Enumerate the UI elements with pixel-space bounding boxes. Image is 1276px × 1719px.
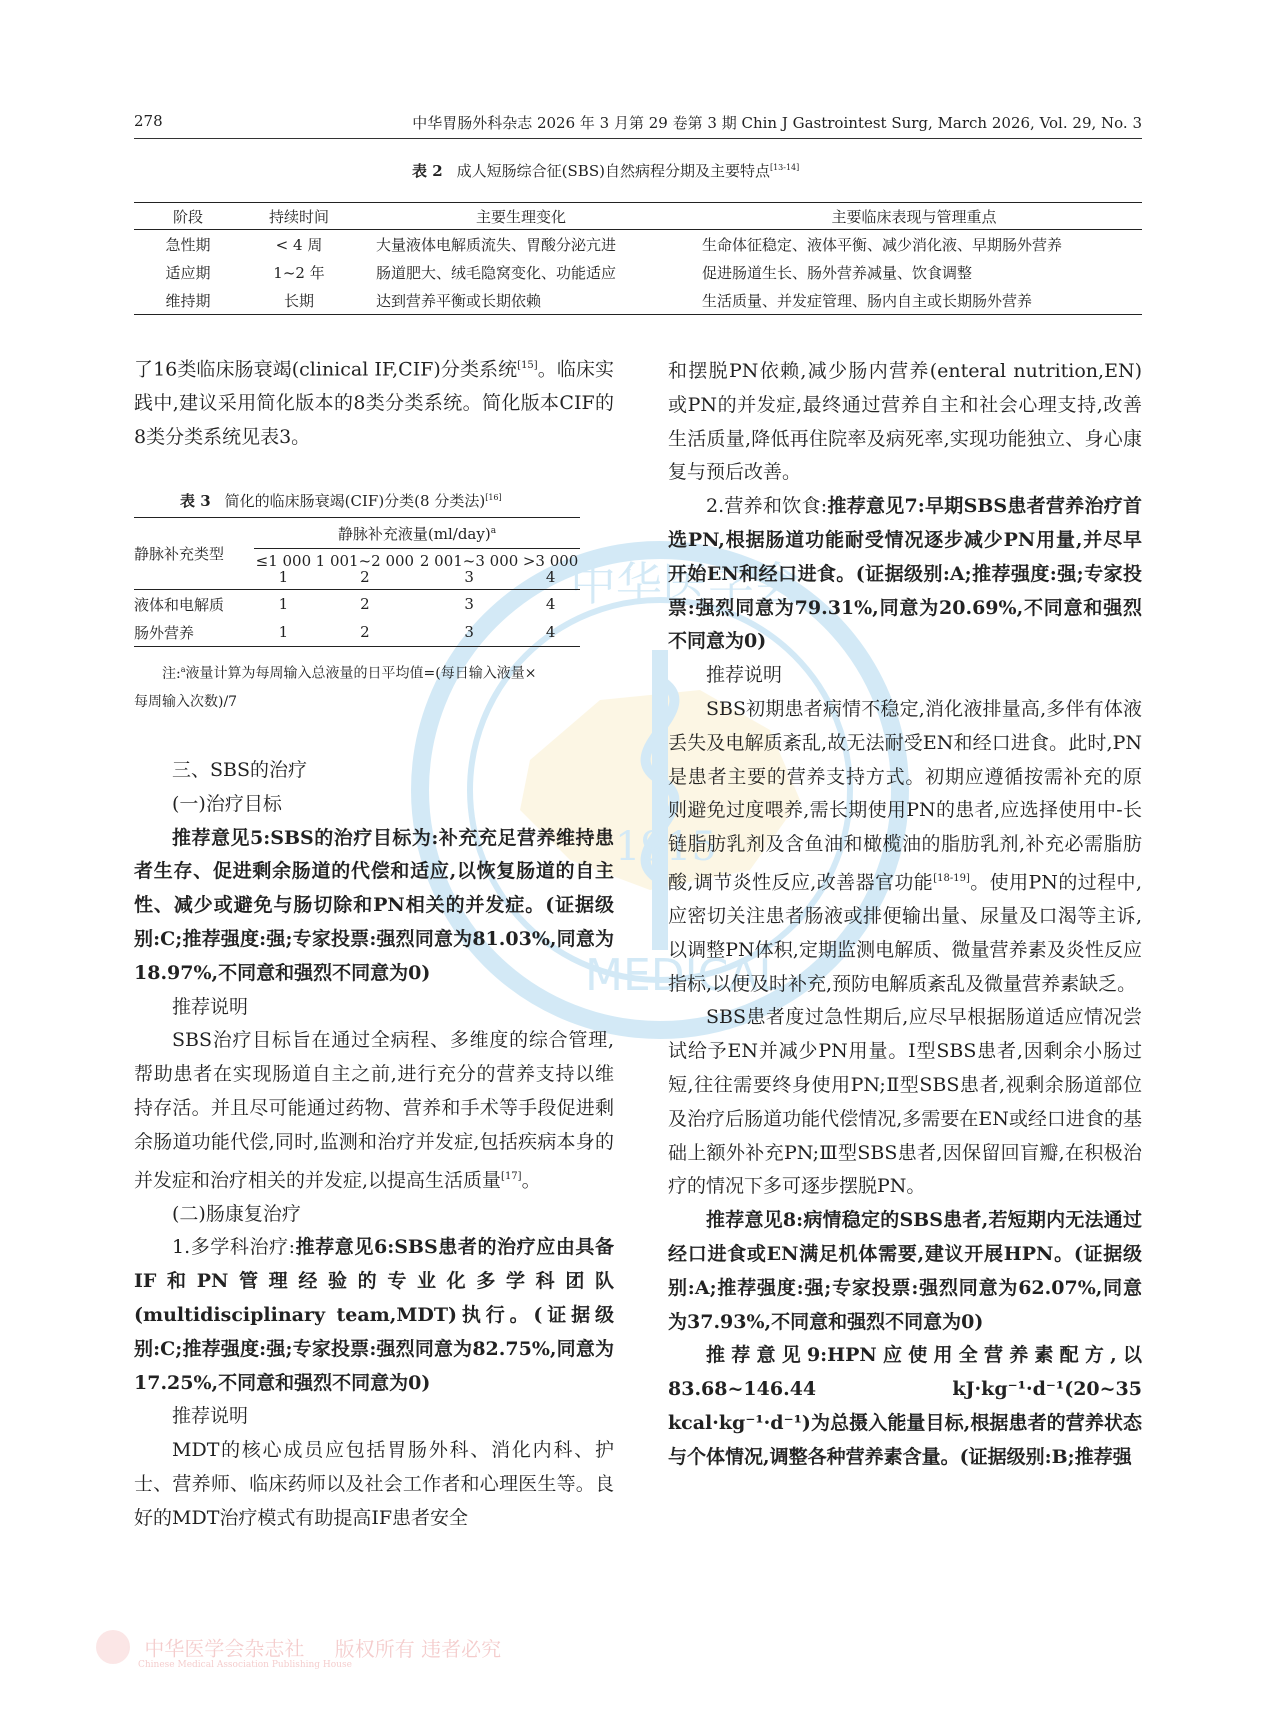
table2-caption: [412, 160, 799, 181]
table-cell: 4: [545, 595, 556, 613]
table3-col-3: [417, 549, 521, 590]
paragraph: [134, 349, 614, 455]
recommendation-text: 推荐意见5:SBS的治疗目标为:补充充足营养维持患者生存、促进剩余肠道的代偿和适应,以恢复肠道的自主性、减少或避免与肠切除和PN相关的并发症。(证据级别:C;推荐强度:强;专家投票:强烈同意为81.03%,同意为18.97%,不同意和强烈不同意为0): [134, 826, 614, 984]
citation: [18-19]: [933, 872, 970, 884]
table3: [134, 517, 580, 647]
paragraph: 和摆脱PN依赖,减少肠内营养(enteral nutrition,EN)或PN的并发症,最终通过营养自主和社会心理支持,改善生活质量,降低再住院率及病死率,实现功能独立、身心康复与预后改善。: [668, 360, 1142, 484]
paragraph-text: 了16类临床肠衰竭(clinical IF,CIF)分类系统: [134, 358, 518, 381]
table-cell: 2: [360, 623, 370, 641]
citation: [15]: [517, 360, 538, 371]
range-label: >3 000: [522, 552, 579, 570]
paragraph-text: 。使用PN的过程中,应密切关注患者肠液或排便输出量、尿量及口渴等主诉,以调整PN体积,定期监测电解质、微量营养素及炎性反应指标,以便及时补充,预防电解质紊乱及微量营养素缺乏。: [668, 871, 1142, 995]
table-cell: 液体和电解质: [134, 595, 225, 614]
table-cell: 3: [464, 595, 474, 613]
table2: [134, 202, 1142, 315]
table3-col-4: [521, 549, 580, 590]
table-row: [134, 286, 1142, 315]
paragraph-lead: 2.营养和饮食:: [706, 495, 828, 518]
table-row: [134, 258, 1142, 286]
note-heading: 推荐说明: [172, 1405, 249, 1428]
subsection-heading: (一)治疗目标: [172, 792, 282, 815]
table3-group-header: [254, 518, 580, 549]
table3-ref: [16]: [485, 493, 502, 502]
watermark-text-bottom: MEDICAL: [585, 950, 783, 1001]
table3-group-label: 静脉补充液量(ml/day): [337, 524, 491, 543]
note-text: 液量计算为每周输入总液量的日平均值=(每日输入液量×: [185, 665, 537, 682]
table-cell: 肠道肥大、绒毛隐窝变化、功能适应: [376, 263, 617, 282]
range-label: 2 001~3 000: [419, 552, 519, 570]
table3-col-2: [313, 549, 417, 590]
paragraph: [134, 1024, 614, 1197]
table3-label: 表 3: [180, 492, 211, 510]
page-number: 278: [134, 112, 163, 130]
recommendation-text: 推荐意见6:SBS患者的治疗应由具备IF和PN管理经验的专业化多学科团队(multidisciplinary team,MDT)执行。(证据级别:C;推荐强度:强;专家投票:强烈同意为82.75%,同意为17.25%,不同意和强烈不同意为0): [134, 1236, 614, 1394]
table3-row-header: 静脉补充类型: [134, 518, 254, 590]
paragraph-text: SBS治疗目标旨在通过全病程、多维度的综合管理,帮助患者在实现肠道自主之前,进行充分的营养支持以维持存活。并且尽可能通过药物、营养和手术等手段促进剩余肠道功能代偿,同时,监测和治疗并发症,包括疾病本身的并发症和治疗相关的并发症,以提高生活质量: [134, 1029, 614, 1191]
paragraph-text: SBS初期患者病情不稳定,消化液排量高,多伴有体液丢失及电解质紊乱,故无法耐受EN和经口进食。此时,PN是患者主要的营养支持方式。初期应遵循按需补充的原则避免过度喂养,需长期使用PN的患者,应选择使用中-长链脂肪乳剂及含鱼油和橄榄油的脂肪乳剂,补充必需脂肪酸,调节炎性反应,改善器官功能: [668, 697, 1142, 894]
table-cell: 达到营养平衡或长期依赖: [376, 291, 542, 310]
recommendation-9: [668, 1339, 1142, 1474]
table-cell: 1: [278, 595, 289, 613]
range-label: ≤1 000: [255, 552, 312, 570]
range-code: 3: [464, 568, 474, 586]
right-column: [668, 355, 1142, 1475]
table3-title: 简化的临床肠衰竭(CIF)分类(8 分类法): [224, 492, 486, 510]
footnote-marker: a: [490, 525, 497, 536]
range-code: 2: [360, 568, 370, 586]
paragraph-lead: 1.多学科治疗:: [172, 1236, 296, 1259]
table2-col-stage: 阶段: [134, 203, 242, 230]
table-cell: 生命体征稳定、液体平衡、减少消化液、早期肠外营养: [702, 235, 1063, 254]
table-cell: < 4 周: [275, 235, 323, 254]
watermark-year: 1915: [615, 824, 717, 870]
range-code: 1: [278, 568, 289, 586]
range-code: 4: [545, 568, 556, 586]
publisher-name: 中华医学会杂志社: [144, 1636, 305, 1661]
note-prefix: 注:: [162, 665, 181, 682]
footnote-marker: a: [180, 665, 186, 674]
table3-caption: [180, 490, 502, 511]
table-cell: 维持期: [165, 291, 211, 310]
table2-ref: [13-14]: [769, 163, 800, 172]
publisher-name-en: Chinese Medical Association Publishing House: [138, 1660, 352, 1670]
paragraph: SBS患者度过急性期后,应尽早根据肠道适应情况尝试给予EN并减少PN用量。Ⅰ型SBS患者,因剩余小肠过短,往往需要终身使用PN;Ⅱ型SBS患者,视剩余肠道部位及治疗后肠道功能代偿情况,多需要在EN或经口进食的基础上额外补充PN;Ⅲ型SBS患者,因保留回盲瓣,在积极治疗的情况下多可逐步摆脱PN。: [668, 1006, 1142, 1198]
note-text: 每周输入次数)/7: [134, 693, 238, 710]
subsection-heading: (二)肠康复治疗: [172, 1202, 301, 1225]
recommendation-8: [668, 1204, 1142, 1339]
table-cell: 2: [360, 595, 370, 613]
citation: [17]: [501, 1170, 522, 1182]
table-cell: 1: [278, 623, 289, 641]
table2-col-clinical: 主要临床表现与管理重点: [686, 203, 1142, 230]
left-column-top: [134, 349, 614, 455]
table2-col-physiology: 主要生理变化: [356, 203, 686, 230]
table-cell: 适应期: [165, 263, 211, 282]
note-heading: 推荐说明: [172, 995, 249, 1018]
table-cell: 3: [464, 623, 474, 641]
table-cell: 促进肠道生长、肠外营养减量、饮食调整: [702, 263, 973, 282]
table-cell: 大量液体电解质流失、胃酸分泌亢进: [376, 235, 617, 254]
left-column-body: [134, 754, 614, 1536]
watermark-text-top: 中华医学会: [570, 557, 800, 611]
journal-citation: 中华胃肠外科杂志 2026 年 3 月第 29 卷第 3 期 Chin J Gastrointest Surg, March 2026, Vol. 29, No. 3: [412, 114, 1142, 132]
table-cell: 肠外营养: [134, 623, 195, 642]
page-header: [134, 112, 1142, 139]
flower-icon: [96, 1630, 130, 1664]
range-label: 1 001~2 000: [315, 552, 415, 570]
table2-col-duration: 持续时间: [242, 203, 356, 230]
paragraph-text: 。: [521, 1168, 541, 1191]
table-cell: 生活质量、并发症管理、肠内自主或长期肠外营养: [702, 291, 1033, 310]
paragraph: MDT的核心成员应包括胃肠外科、消化内科、护士、营养师、临床药师以及社会工作者和心理医生等。良好的MDT治疗模式有助提高IF患者安全: [134, 1439, 614, 1529]
recommendation-text: 推荐意见9:HPN应使用全营养素配方,以83.68~146.44 kJ·kg⁻¹·d⁻¹(20~35 kcal·kg⁻¹·d⁻¹)为总摄入能量目标,根据患者的营养状态与个体情况,调整各种营养素含量。(证据级别:B;推荐强: [668, 1344, 1142, 1468]
table3-col-1: [254, 549, 313, 590]
table2-label: 表 2: [412, 162, 443, 180]
recommendation-text: 推荐意见8:病情稳定的SBS患者,若短期内无法通过经口进食或EN满足机体需要,建议开展HPN。(证据级别:A;推荐强度:强;专家投票:强烈同意为62.07%,同意为37.93%,不同意和强烈不同意为0): [668, 1209, 1142, 1333]
table2-header-row: [134, 203, 1142, 230]
recommendation-5: [134, 822, 614, 991]
paragraph-text: 。临床实践中,建议采用简化版本的8类分类系统。简化版本CIF的8类分类系统见表3。: [134, 358, 614, 448]
table-row: [134, 590, 580, 619]
table-row: [134, 230, 1142, 259]
table-cell: 4: [545, 623, 556, 641]
table-cell: 急性期: [165, 235, 211, 254]
recommendation-text: 推荐意见7:早期SBS患者营养治疗首选PN,根据肠道功能耐受情况逐步减少PN用量,并尽早开始EN和经口进食。(证据级别:A;推荐强度:强;专家投票:强烈同意为79.31%,同意为20.69%,不同意和强烈不同意为0): [668, 495, 1142, 653]
section-heading: 三、SBS的治疗: [172, 759, 307, 781]
table-cell: 1~2 年: [273, 263, 325, 282]
note-heading: 推荐说明: [706, 664, 783, 687]
table2-title: 成人短肠综合征(SBS)自然病程分期及主要特点: [456, 162, 770, 180]
recommendation-7: [668, 490, 1142, 659]
recommendation-6: [134, 1231, 614, 1400]
publisher-logo: [96, 1630, 616, 1680]
table-row: [134, 618, 580, 647]
table3-note: [134, 656, 580, 716]
copyright-slogan: 版权所有 违者必究: [334, 1636, 502, 1661]
paragraph: [668, 693, 1142, 1002]
table-cell: 长期: [283, 291, 314, 310]
